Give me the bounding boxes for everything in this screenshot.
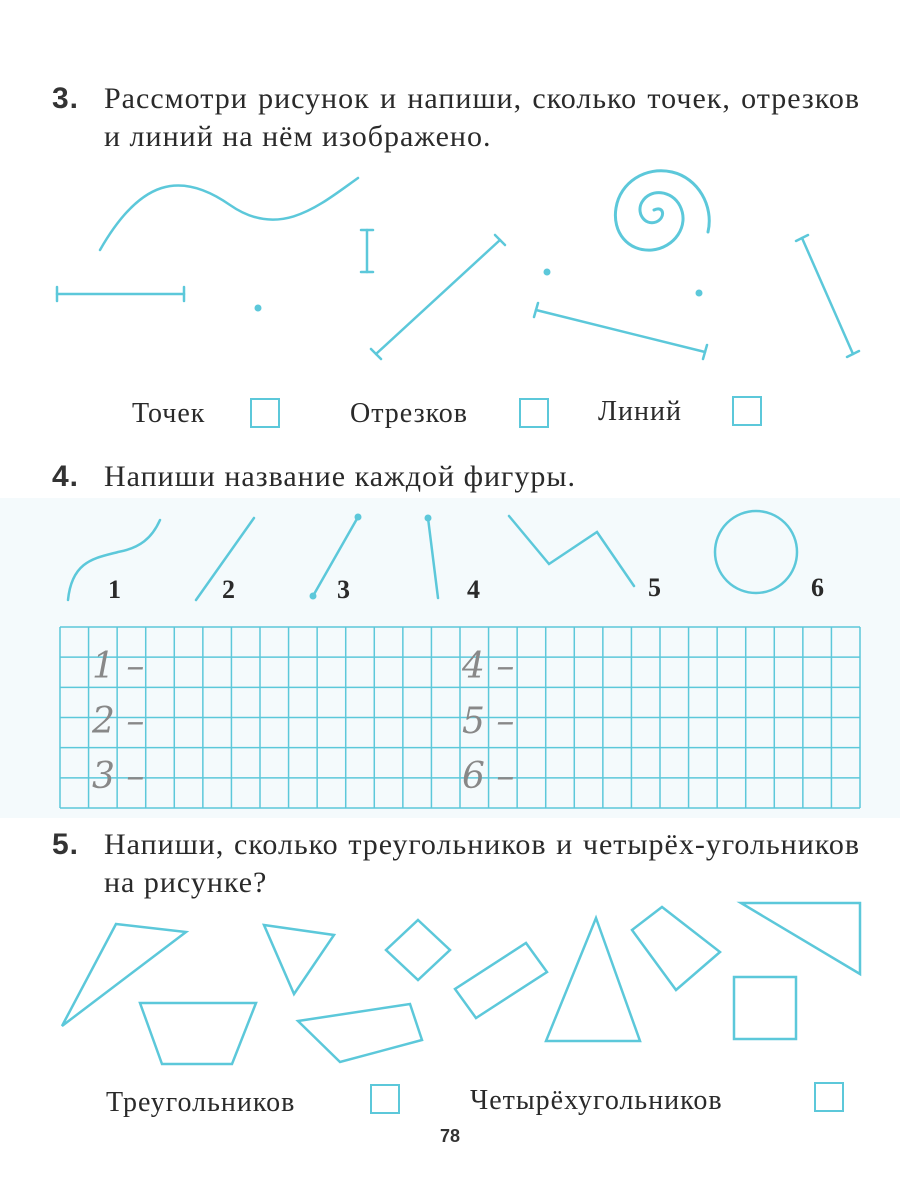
quads-answer-box[interactable] [814,1082,844,1112]
trapezoid [140,1003,256,1064]
page-number: 78 [439,1126,461,1146]
task-number: 5. [52,828,80,861]
rectangle-tilted [455,943,547,1018]
quadrilateral-lower [298,1004,422,1062]
task-text: Напиши название каждой фигуры. [104,460,577,493]
lines-label: Линий [598,396,682,427]
task-text: Рассмотри рисунок и напиши, сколько точек, отрезков и линий на нём изображено. [104,82,860,153]
answer-4[interactable]: 4 – [462,646,515,687]
task-number: 3. [52,82,80,115]
square [734,977,796,1039]
triangle-left [62,924,186,1026]
triangles-label: Треугольников [106,1087,296,1118]
triangle-right [741,903,860,974]
task-text: Напиши, сколько треугольников и четырёх-угольников на рисунке? [104,828,860,899]
answer-6[interactable]: 6 – [462,756,515,797]
triangle-tall [546,918,640,1041]
figure-number-6: 6 [811,573,824,602]
segments-label: Отрезков [350,398,469,429]
points-label: Точек [132,398,206,429]
diamond-small [386,920,450,980]
figure-number-4: 4 [467,575,480,604]
triangle-small [264,925,334,994]
figure-number-2: 2 [222,575,235,604]
figure-number-1: 1 [108,575,121,604]
figure-number-3: 3 [337,575,350,604]
triangles-answer-box[interactable] [370,1084,400,1114]
answer-3[interactable]: 3 – [92,756,145,797]
quads-label: Четырёхугольников [470,1085,723,1116]
task-number: 4. [52,460,80,493]
figure-number-5: 5 [648,573,661,602]
answer-1[interactable]: 1 – [92,646,145,687]
answer-5[interactable]: 5 – [462,701,515,742]
quadrilateral-right [632,907,720,990]
answer-2[interactable]: 2 – [92,701,145,742]
